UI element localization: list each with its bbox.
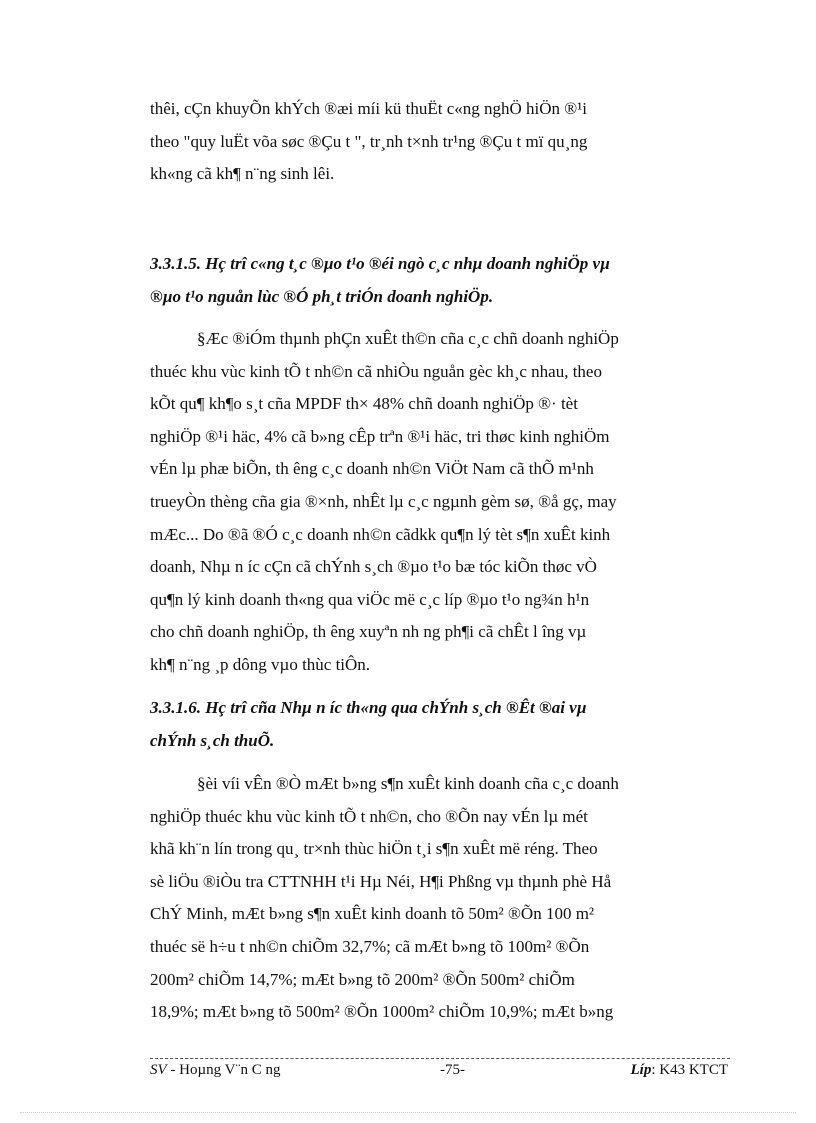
text-line: mÆc... Do ®ã ®Ó c¸c doanh nh©n cãdkk qu¶n lý tèt s¶n xuÊt kinh [150, 524, 611, 544]
page-footer [150, 1062, 728, 1082]
text-line: thêi, cÇn khuyÕn khÝch ®æi míi kü thuËt c«ng nghÖ hiÖn ®¹i [150, 99, 588, 118]
paragraph-training [150, 323, 728, 682]
paragraph-land-policy [150, 768, 728, 1029]
text-line: 200m² chiÕm 14,7%; mÆt b»ng tõ 200m² ®Õn 500m² chiÕm [150, 969, 575, 989]
student-name: - Hoµng V¨n C ng [170, 1062, 281, 1078]
text-line: khã kh¨n lín trong qu¸ tr×nh thùc hiÖn t¸i s¶n xuÊt më réng. Theo [150, 839, 598, 859]
text-line: 18,9%; mÆt b»ng tõ 500m² ®Õn 1000m² chiÕm 10,9%; mÆt b»ng [150, 1002, 614, 1022]
text-line: qu¶n lý kinh doanh th«ng qua viÖc më c¸c líp ®µo t¹o ng¾n h¹n [150, 589, 590, 609]
page-bottom-divider [20, 1112, 796, 1113]
text-line: trueyÒn thèng cña gia ®×nh, nhÊt lµ c¸c ngµnh gèm sø, ®å gç, may [150, 491, 617, 511]
text-line: doanh, Nhµ n íc cÇn cã chÝnh s¸ch ®µo t¹o bæ tóc kiÕn thøc vÒ [150, 557, 597, 577]
heading-line: 3.3.1.6. Hç trî cña Nhµ n íc th«ng qua chÝnh s¸ch ®Êt ®ai vµ [150, 698, 587, 717]
heading-line: chÝnh s¸ch thuÕ. [150, 731, 275, 750]
text-line: sè liÖu ®iÒu tra CTTNHH t¹i Hµ Néi, H¶i Phßng vµ thµnh phè Hå [150, 871, 612, 891]
text-line: §Æc ®iÓm thµnh phÇn xuÊt th©n cña c¸c chñ doanh nghiÖp [197, 329, 619, 348]
text-line: nghiÖp thuéc khu vùc kinh tÕ t nh©n, cho ®Õn nay vÉn lµ mét [150, 806, 588, 826]
text-line: §èi víi vÊn ®Ò mÆt b»ng s¶n xuÊt kinh doanh cña c¸c doanh [197, 774, 619, 793]
footer-divider [150, 1058, 730, 1059]
text-line: thuéc së h÷u t nh©n chiÕm 32,7%; cã mÆt b»ng tõ 100m² ®Õn [150, 936, 590, 956]
text-line: ChÝ Minh, mÆt b»ng s¶n xuÊt kinh doanh tõ 50m² ®Õn 100 m² [150, 904, 595, 924]
text-line: vÉn lµ phæ biÕn, th êng c¸c doanh nh©n ViÖt Nam cã thÕ m¹nh [150, 459, 594, 479]
student-label: SV [150, 1062, 167, 1078]
paragraph-continuation [150, 93, 728, 191]
heading-line: ®µo t¹o nguån lùc ®Ó ph¸t triÓn doanh nghiÖp. [150, 287, 494, 306]
heading-line: 3.3.1.5. Hç trî c«ng t¸c ®µo t¹o ®éi ngò c¸c nhµ doanh nghiÖp vµ [150, 254, 610, 273]
class-label: Líp [630, 1062, 652, 1078]
footer-class [630, 1062, 728, 1079]
text-line: nghiÖp ®¹i häc, 4% cã b»ng cÊp trªn ®¹i häc, tri thøc kinh nghiÖm [150, 426, 610, 446]
text-line: cho chñ doanh nghiÖp, th êng xuyªn nh ng ph¶i cã chÊt l îng vµ [150, 622, 587, 642]
text-line: thuéc khu vùc kinh tÕ t nh©n cã nhiÒu nguån gèc kh¸c nhau, theo [150, 361, 602, 381]
footer-student [150, 1062, 280, 1079]
class-value: : K43 KTCT [651, 1062, 728, 1078]
text-line: kh«ng cã kh¶ n¨ng sinh lêi. [150, 164, 335, 184]
text-line: kh¶ n¨ng ¸p dông vµo thùc tiÔn. [150, 654, 371, 674]
section-heading-3315 [150, 247, 728, 313]
section-heading-3316 [150, 691, 728, 757]
page-number: -75- [440, 1062, 465, 1078]
text-line: kÕt qu¶ kh¶o s¸t cña MPDF th× 48% chñ doanh nghiÖp ®· tèt [150, 394, 578, 414]
text-line: theo "quy luËt võa søc ®Çu t ", tr¸nh t×nh tr¹ng ®Çu t mï qu¸ng [150, 131, 588, 151]
